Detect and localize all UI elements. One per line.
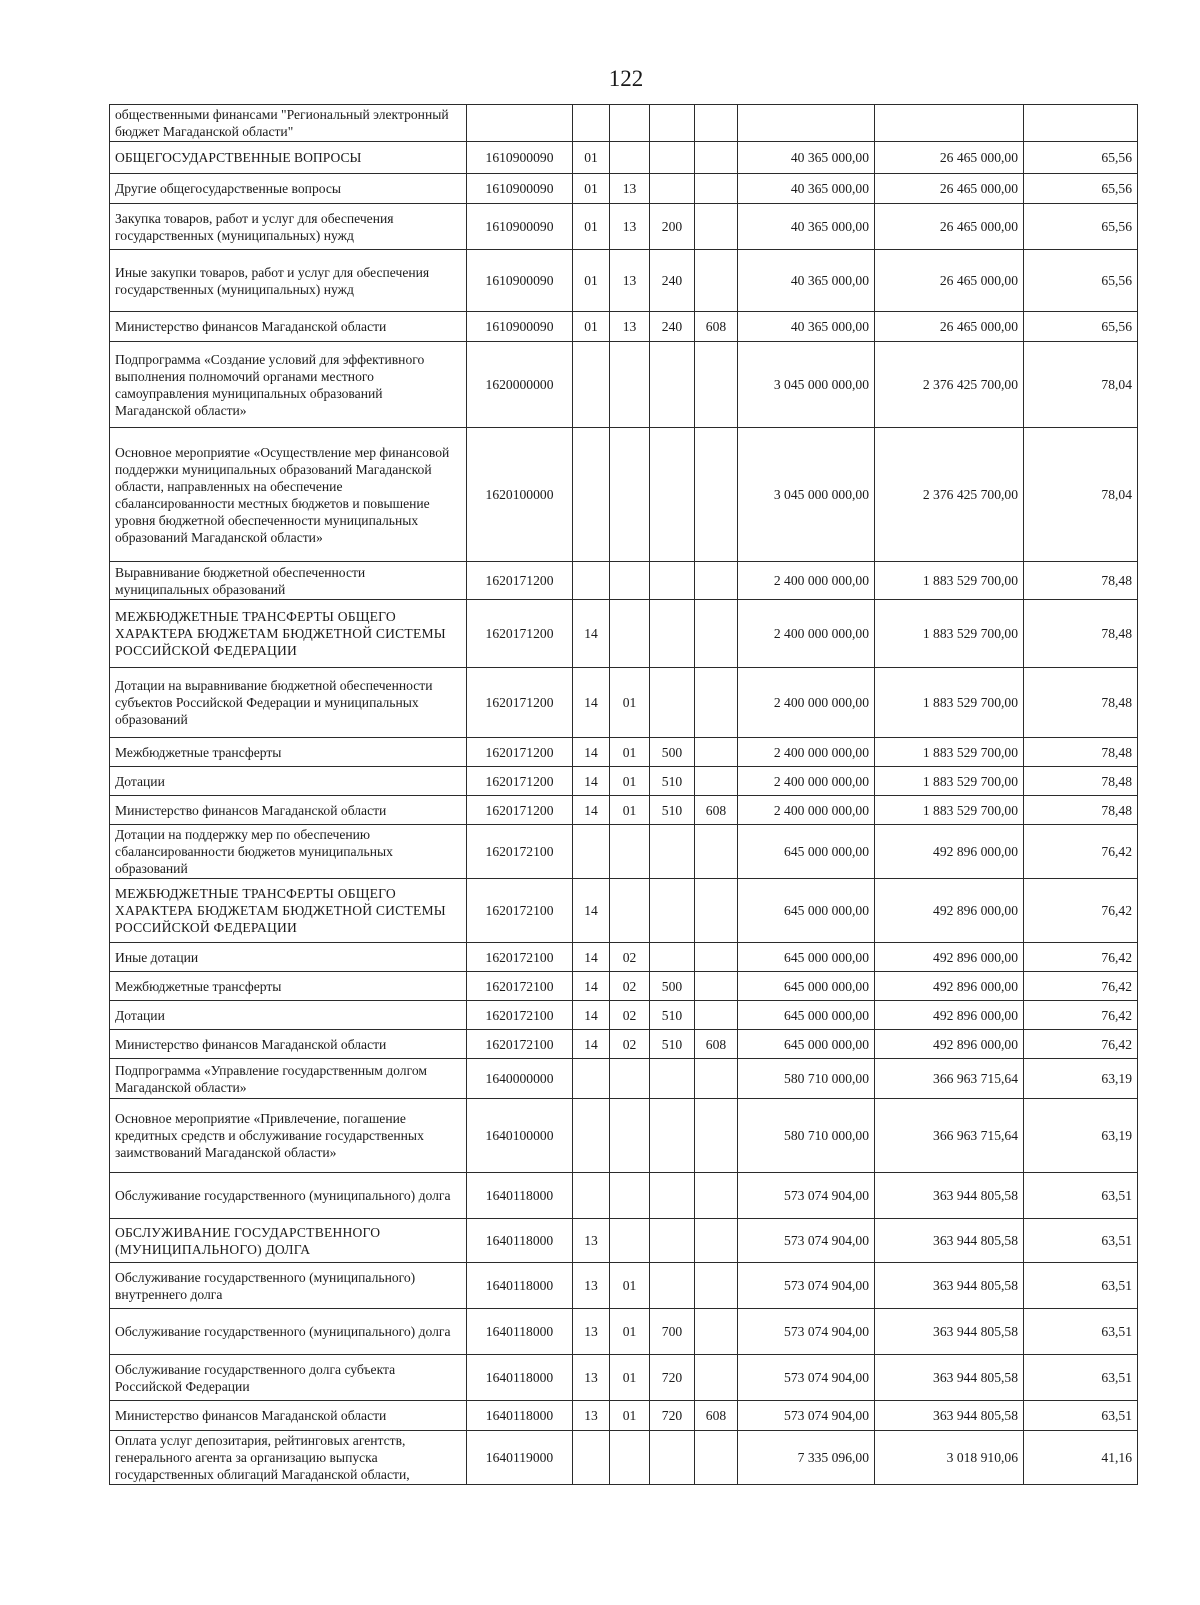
cell-vr — [650, 1219, 695, 1263]
cell-vr: 510 — [650, 1030, 695, 1059]
cell-name: Обслуживание государственного (муниципального) внутреннего долга — [110, 1263, 467, 1309]
table-row — [110, 204, 1138, 250]
cell-rz: 14 — [573, 879, 610, 943]
cell-percent: 63,51 — [1024, 1263, 1138, 1309]
cell-name: Министерство финансов Магаданской области — [110, 1401, 467, 1431]
cell-vr — [650, 943, 695, 972]
cell-fact: 26 465 000,00 — [875, 142, 1024, 174]
cell-rz — [573, 562, 610, 600]
cell-plan: 573 074 904,00 — [738, 1219, 875, 1263]
cell-fact: 2 376 425 700,00 — [875, 428, 1024, 562]
cell-vr: 200 — [650, 204, 695, 250]
cell-grbs — [695, 1263, 738, 1309]
cell-rz — [573, 1059, 610, 1099]
cell-grbs — [695, 1099, 738, 1173]
cell-percent: 78,48 — [1024, 668, 1138, 738]
cell-plan: 2 400 000 000,00 — [738, 796, 875, 825]
table-row — [110, 1355, 1138, 1401]
cell-name: Дотации на поддержку мер по обеспечению сбалансированности бюджетов муниципальных образований — [110, 825, 467, 879]
cell-pr: 13 — [610, 250, 650, 312]
cell-csr: 1640118000 — [467, 1401, 573, 1431]
cell-pr: 01 — [610, 1355, 650, 1401]
cell-plan: 40 365 000,00 — [738, 174, 875, 204]
cell-vr: 500 — [650, 972, 695, 1001]
cell-rz: 14 — [573, 1001, 610, 1030]
cell-rz — [573, 428, 610, 562]
cell-name: Основное мероприятие «Привлечение, погашение кредитных средств и обслуживание государственных заимствований Магаданской области» — [110, 1099, 467, 1173]
cell-csr: 1620172100 — [467, 879, 573, 943]
cell-plan: 573 074 904,00 — [738, 1355, 875, 1401]
cell-plan: 573 074 904,00 — [738, 1173, 875, 1219]
cell-csr: 1620172100 — [467, 1030, 573, 1059]
cell-vr: 700 — [650, 1309, 695, 1355]
cell-fact: 363 944 805,58 — [875, 1173, 1024, 1219]
table-row — [110, 105, 1138, 142]
cell-fact: 1 883 529 700,00 — [875, 668, 1024, 738]
budget-table — [109, 104, 1138, 1485]
cell-percent — [1024, 105, 1138, 142]
cell-rz: 13 — [573, 1309, 610, 1355]
cell-name: МЕЖБЮДЖЕТНЫЕ ТРАНСФЕРТЫ ОБЩЕГО ХАРАКТЕРА БЮДЖЕТАМ БЮДЖЕТНОЙ СИСТЕМЫ РОССИЙСКОЙ ФЕДЕРАЦИИ — [110, 600, 467, 668]
cell-grbs: 608 — [695, 1401, 738, 1431]
cell-name: Обслуживание государственного (муниципального) долга — [110, 1309, 467, 1355]
cell-name: Дотации — [110, 1001, 467, 1030]
cell-plan: 2 400 000 000,00 — [738, 600, 875, 668]
cell-fact: 366 963 715,64 — [875, 1059, 1024, 1099]
cell-pr — [610, 1219, 650, 1263]
table-row — [110, 342, 1138, 428]
cell-name: Министерство финансов Магаданской области — [110, 312, 467, 342]
cell-fact: 1 883 529 700,00 — [875, 600, 1024, 668]
cell-percent: 63,51 — [1024, 1219, 1138, 1263]
cell-name: Подпрограмма «Создание условий для эффективного выполнения полномочий органами местного самоуправления муниципальных образований Магаданской области» — [110, 342, 467, 428]
cell-pr: 02 — [610, 972, 650, 1001]
cell-grbs — [695, 105, 738, 142]
cell-plan: 2 400 000 000,00 — [738, 738, 875, 767]
table-row — [110, 312, 1138, 342]
page-number: 122 — [608, 66, 644, 91]
cell-grbs — [695, 825, 738, 879]
table-row — [110, 738, 1138, 767]
cell-grbs — [695, 250, 738, 312]
cell-rz: 01 — [573, 312, 610, 342]
cell-rz: 13 — [573, 1401, 610, 1431]
cell-plan: 2 400 000 000,00 — [738, 767, 875, 796]
cell-plan: 7 335 096,00 — [738, 1431, 875, 1485]
table-row — [110, 796, 1138, 825]
cell-csr: 1610900090 — [467, 204, 573, 250]
cell-rz: 14 — [573, 738, 610, 767]
cell-vr — [650, 1431, 695, 1485]
cell-name: Межбюджетные трансферты — [110, 738, 467, 767]
cell-csr: 1610900090 — [467, 312, 573, 342]
cell-grbs — [695, 428, 738, 562]
cell-csr: 1610900090 — [467, 142, 573, 174]
table-row — [110, 562, 1138, 600]
cell-pr: 01 — [610, 668, 650, 738]
cell-fact: 363 944 805,58 — [875, 1219, 1024, 1263]
cell-grbs: 608 — [695, 796, 738, 825]
cell-csr: 1620172100 — [467, 972, 573, 1001]
cell-percent: 76,42 — [1024, 825, 1138, 879]
cell-csr: 1640118000 — [467, 1355, 573, 1401]
cell-pr — [610, 105, 650, 142]
cell-rz: 14 — [573, 600, 610, 668]
cell-percent: 78,04 — [1024, 428, 1138, 562]
cell-rz — [573, 1099, 610, 1173]
cell-csr: 1620171200 — [467, 668, 573, 738]
cell-grbs — [695, 767, 738, 796]
cell-pr — [610, 342, 650, 428]
cell-csr: 1620171200 — [467, 600, 573, 668]
cell-grbs — [695, 1309, 738, 1355]
cell-grbs: 608 — [695, 1030, 738, 1059]
cell-grbs — [695, 1173, 738, 1219]
cell-plan: 645 000 000,00 — [738, 825, 875, 879]
cell-pr — [610, 879, 650, 943]
cell-vr: 500 — [650, 738, 695, 767]
cell-grbs — [695, 943, 738, 972]
cell-fact: 366 963 715,64 — [875, 1099, 1024, 1173]
cell-csr: 1620172100 — [467, 1001, 573, 1030]
table-row — [110, 1309, 1138, 1355]
cell-fact: 492 896 000,00 — [875, 1001, 1024, 1030]
table-row — [110, 142, 1138, 174]
cell-csr: 1640118000 — [467, 1173, 573, 1219]
cell-name: Закупка товаров, работ и услуг для обеспечения государственных (муниципальных) нужд — [110, 204, 467, 250]
cell-plan: 2 400 000 000,00 — [738, 562, 875, 600]
cell-rz: 14 — [573, 668, 610, 738]
cell-percent: 78,48 — [1024, 738, 1138, 767]
cell-plan: 645 000 000,00 — [738, 943, 875, 972]
cell-grbs — [695, 1001, 738, 1030]
cell-csr: 1620171200 — [467, 767, 573, 796]
cell-fact: 3 018 910,06 — [875, 1431, 1024, 1485]
cell-csr: 1620100000 — [467, 428, 573, 562]
cell-vr — [650, 879, 695, 943]
cell-pr — [610, 428, 650, 562]
cell-name: Обслуживание государственного долга субъекта Российской Федерации — [110, 1355, 467, 1401]
cell-vr — [650, 1263, 695, 1309]
cell-percent: 63,51 — [1024, 1173, 1138, 1219]
cell-pr: 02 — [610, 1030, 650, 1059]
table-row — [110, 972, 1138, 1001]
cell-percent: 63,19 — [1024, 1099, 1138, 1173]
cell-plan: 573 074 904,00 — [738, 1401, 875, 1431]
cell-fact: 26 465 000,00 — [875, 174, 1024, 204]
cell-fact: 1 883 529 700,00 — [875, 796, 1024, 825]
cell-csr: 1620172100 — [467, 825, 573, 879]
cell-grbs — [695, 600, 738, 668]
table-row — [110, 668, 1138, 738]
cell-plan: 573 074 904,00 — [738, 1309, 875, 1355]
cell-percent: 63,19 — [1024, 1059, 1138, 1099]
cell-vr — [650, 342, 695, 428]
cell-csr: 1620171200 — [467, 738, 573, 767]
cell-rz: 01 — [573, 142, 610, 174]
table-row — [110, 1173, 1138, 1219]
cell-pr — [610, 825, 650, 879]
cell-vr — [650, 174, 695, 204]
table-row — [110, 879, 1138, 943]
cell-name: Дотации — [110, 767, 467, 796]
cell-name: Министерство финансов Магаданской области — [110, 796, 467, 825]
cell-grbs — [695, 342, 738, 428]
cell-rz — [573, 342, 610, 428]
cell-vr — [650, 1173, 695, 1219]
cell-name: Иные закупки товаров, работ и услуг для обеспечения государственных (муниципальных) нужд — [110, 250, 467, 312]
cell-percent: 78,48 — [1024, 796, 1138, 825]
cell-pr: 13 — [610, 204, 650, 250]
cell-name: Министерство финансов Магаданской области — [110, 1030, 467, 1059]
cell-name: Обслуживание государственного (муниципального) долга — [110, 1173, 467, 1219]
cell-fact: 2 376 425 700,00 — [875, 342, 1024, 428]
table-row — [110, 1219, 1138, 1263]
cell-vr — [650, 1099, 695, 1173]
cell-percent: 76,42 — [1024, 1001, 1138, 1030]
cell-vr — [650, 105, 695, 142]
cell-rz — [573, 105, 610, 142]
cell-csr: 1620171200 — [467, 562, 573, 600]
cell-name: ОБСЛУЖИВАНИЕ ГОСУДАРСТВЕННОГО (МУНИЦИПАЛЬНОГО) ДОЛГА — [110, 1219, 467, 1263]
cell-rz: 13 — [573, 1355, 610, 1401]
cell-name: Оплата услуг депозитария, рейтинговых агентств, генерального агента за организацию выпуска государственных облигаций Магаданской области, — [110, 1431, 467, 1485]
cell-percent: 76,42 — [1024, 1030, 1138, 1059]
table-row — [110, 428, 1138, 562]
cell-pr: 02 — [610, 943, 650, 972]
cell-grbs — [695, 174, 738, 204]
cell-rz: 14 — [573, 796, 610, 825]
cell-grbs — [695, 1219, 738, 1263]
cell-vr: 240 — [650, 312, 695, 342]
cell-fact: 492 896 000,00 — [875, 943, 1024, 972]
cell-name: Другие общегосударственные вопросы — [110, 174, 467, 204]
cell-name: Основное мероприятие «Осуществление мер финансовой поддержки муниципальных образований Магаданской области, направленных на обеспечение сбалансированности местных бюджетов и повышение уровня бюджетной обеспеченности муниципальных образований Магаданской области» — [110, 428, 467, 562]
cell-rz: 14 — [573, 767, 610, 796]
cell-rz: 13 — [573, 1219, 610, 1263]
cell-grbs — [695, 142, 738, 174]
cell-rz — [573, 1431, 610, 1485]
cell-csr: 1640118000 — [467, 1219, 573, 1263]
cell-rz: 01 — [573, 250, 610, 312]
cell-percent: 78,48 — [1024, 562, 1138, 600]
table-row — [110, 174, 1138, 204]
cell-fact: 363 944 805,58 — [875, 1263, 1024, 1309]
cell-vr — [650, 562, 695, 600]
table-body — [110, 105, 1138, 1485]
cell-vr: 510 — [650, 796, 695, 825]
cell-grbs — [695, 1059, 738, 1099]
cell-name: Межбюджетные трансферты — [110, 972, 467, 1001]
table-row — [110, 1001, 1138, 1030]
cell-name: МЕЖБЮДЖЕТНЫЕ ТРАНСФЕРТЫ ОБЩЕГО ХАРАКТЕРА БЮДЖЕТАМ БЮДЖЕТНОЙ СИСТЕМЫ РОССИЙСКОЙ ФЕДЕРАЦИИ — [110, 879, 467, 943]
cell-plan: 40 365 000,00 — [738, 204, 875, 250]
cell-rz: 14 — [573, 943, 610, 972]
cell-plan: 645 000 000,00 — [738, 1001, 875, 1030]
cell-fact: 1 883 529 700,00 — [875, 562, 1024, 600]
cell-pr — [610, 1099, 650, 1173]
cell-pr: 01 — [610, 767, 650, 796]
cell-plan: 40 365 000,00 — [738, 312, 875, 342]
cell-csr: 1640000000 — [467, 1059, 573, 1099]
cell-vr: 720 — [650, 1401, 695, 1431]
cell-fact: 363 944 805,58 — [875, 1401, 1024, 1431]
cell-plan: 580 710 000,00 — [738, 1059, 875, 1099]
cell-rz: 01 — [573, 204, 610, 250]
cell-fact: 26 465 000,00 — [875, 250, 1024, 312]
cell-rz: 14 — [573, 972, 610, 1001]
cell-rz — [573, 1173, 610, 1219]
cell-rz: 14 — [573, 1030, 610, 1059]
cell-pr: 13 — [610, 312, 650, 342]
cell-name: общественными финансами "Региональный электронный бюджет Магаданской области" — [110, 105, 467, 142]
cell-csr: 1610900090 — [467, 250, 573, 312]
cell-pr: 01 — [610, 796, 650, 825]
cell-pr: 02 — [610, 1001, 650, 1030]
cell-vr — [650, 825, 695, 879]
cell-pr: 13 — [610, 174, 650, 204]
cell-percent: 63,51 — [1024, 1309, 1138, 1355]
cell-percent: 76,42 — [1024, 943, 1138, 972]
cell-fact: 492 896 000,00 — [875, 972, 1024, 1001]
cell-rz — [573, 825, 610, 879]
cell-grbs — [695, 562, 738, 600]
cell-percent: 78,04 — [1024, 342, 1138, 428]
cell-csr: 1620172100 — [467, 943, 573, 972]
cell-percent: 78,48 — [1024, 767, 1138, 796]
cell-rz: 01 — [573, 174, 610, 204]
cell-grbs — [695, 738, 738, 767]
cell-csr: 1620000000 — [467, 342, 573, 428]
table-row — [110, 600, 1138, 668]
cell-fact: 363 944 805,58 — [875, 1309, 1024, 1355]
cell-vr: 510 — [650, 767, 695, 796]
cell-csr: 1640100000 — [467, 1099, 573, 1173]
table-row — [110, 1263, 1138, 1309]
cell-fact: 1 883 529 700,00 — [875, 767, 1024, 796]
cell-name: Подпрограмма «Управление государственным долгом Магаданской области» — [110, 1059, 467, 1099]
cell-csr: 1640118000 — [467, 1263, 573, 1309]
cell-pr: 01 — [610, 1309, 650, 1355]
cell-fact: 363 944 805,58 — [875, 1355, 1024, 1401]
table-row — [110, 1059, 1138, 1099]
cell-plan: 3 045 000 000,00 — [738, 428, 875, 562]
cell-vr — [650, 600, 695, 668]
cell-pr: 01 — [610, 1401, 650, 1431]
cell-pr: 01 — [610, 1263, 650, 1309]
cell-name: Иные дотации — [110, 943, 467, 972]
cell-pr — [610, 1059, 650, 1099]
cell-plan: 645 000 000,00 — [738, 879, 875, 943]
cell-csr: 1620171200 — [467, 796, 573, 825]
cell-plan: 3 045 000 000,00 — [738, 342, 875, 428]
cell-vr — [650, 1059, 695, 1099]
cell-percent: 76,42 — [1024, 879, 1138, 943]
cell-name: ОБЩЕГОСУДАРСТВЕННЫЕ ВОПРОСЫ — [110, 142, 467, 174]
cell-fact: 26 465 000,00 — [875, 204, 1024, 250]
cell-pr — [610, 1431, 650, 1485]
cell-fact: 1 883 529 700,00 — [875, 738, 1024, 767]
cell-name: Дотации на выравнивание бюджетной обеспеченности субъектов Российской Федерации и муниципальных образований — [110, 668, 467, 738]
cell-grbs — [695, 1355, 738, 1401]
table-row — [110, 250, 1138, 312]
cell-fact: 26 465 000,00 — [875, 312, 1024, 342]
cell-percent: 76,42 — [1024, 972, 1138, 1001]
cell-percent: 65,56 — [1024, 204, 1138, 250]
table-row — [110, 943, 1138, 972]
cell-plan: 40 365 000,00 — [738, 142, 875, 174]
cell-vr: 720 — [650, 1355, 695, 1401]
cell-vr: 240 — [650, 250, 695, 312]
cell-grbs — [695, 668, 738, 738]
cell-fact: 492 896 000,00 — [875, 825, 1024, 879]
cell-percent: 63,51 — [1024, 1355, 1138, 1401]
cell-pr: 01 — [610, 738, 650, 767]
cell-vr — [650, 142, 695, 174]
cell-grbs — [695, 1431, 738, 1485]
cell-plan: 573 074 904,00 — [738, 1263, 875, 1309]
cell-percent: 63,51 — [1024, 1401, 1138, 1431]
table-row — [110, 1030, 1138, 1059]
table-row — [110, 1099, 1138, 1173]
cell-vr — [650, 668, 695, 738]
table-row — [110, 1401, 1138, 1431]
cell-fact — [875, 105, 1024, 142]
cell-plan: 40 365 000,00 — [738, 250, 875, 312]
cell-csr — [467, 105, 573, 142]
cell-percent: 41,16 — [1024, 1431, 1138, 1485]
cell-percent: 78,48 — [1024, 600, 1138, 668]
cell-grbs — [695, 972, 738, 1001]
cell-pr — [610, 600, 650, 668]
cell-rz: 13 — [573, 1263, 610, 1309]
table-row — [110, 1431, 1138, 1485]
cell-plan: 645 000 000,00 — [738, 972, 875, 1001]
cell-vr — [650, 428, 695, 562]
cell-csr: 1640118000 — [467, 1309, 573, 1355]
cell-name: Выравнивание бюджетной обеспеченности муниципальных образований — [110, 562, 467, 600]
table-row — [110, 767, 1138, 796]
cell-plan — [738, 105, 875, 142]
cell-plan: 645 000 000,00 — [738, 1030, 875, 1059]
cell-percent: 65,56 — [1024, 312, 1138, 342]
cell-csr: 1640119000 — [467, 1431, 573, 1485]
cell-fact: 492 896 000,00 — [875, 879, 1024, 943]
cell-grbs — [695, 879, 738, 943]
cell-plan: 2 400 000 000,00 — [738, 668, 875, 738]
cell-csr: 1610900090 — [467, 174, 573, 204]
table-row — [110, 825, 1138, 879]
cell-fact: 492 896 000,00 — [875, 1030, 1024, 1059]
cell-vr: 510 — [650, 1001, 695, 1030]
cell-pr — [610, 142, 650, 174]
cell-percent: 65,56 — [1024, 250, 1138, 312]
cell-pr — [610, 562, 650, 600]
cell-grbs: 608 — [695, 312, 738, 342]
cell-percent: 65,56 — [1024, 142, 1138, 174]
cell-percent: 65,56 — [1024, 174, 1138, 204]
cell-plan: 580 710 000,00 — [738, 1099, 875, 1173]
cell-pr — [610, 1173, 650, 1219]
cell-grbs — [695, 204, 738, 250]
